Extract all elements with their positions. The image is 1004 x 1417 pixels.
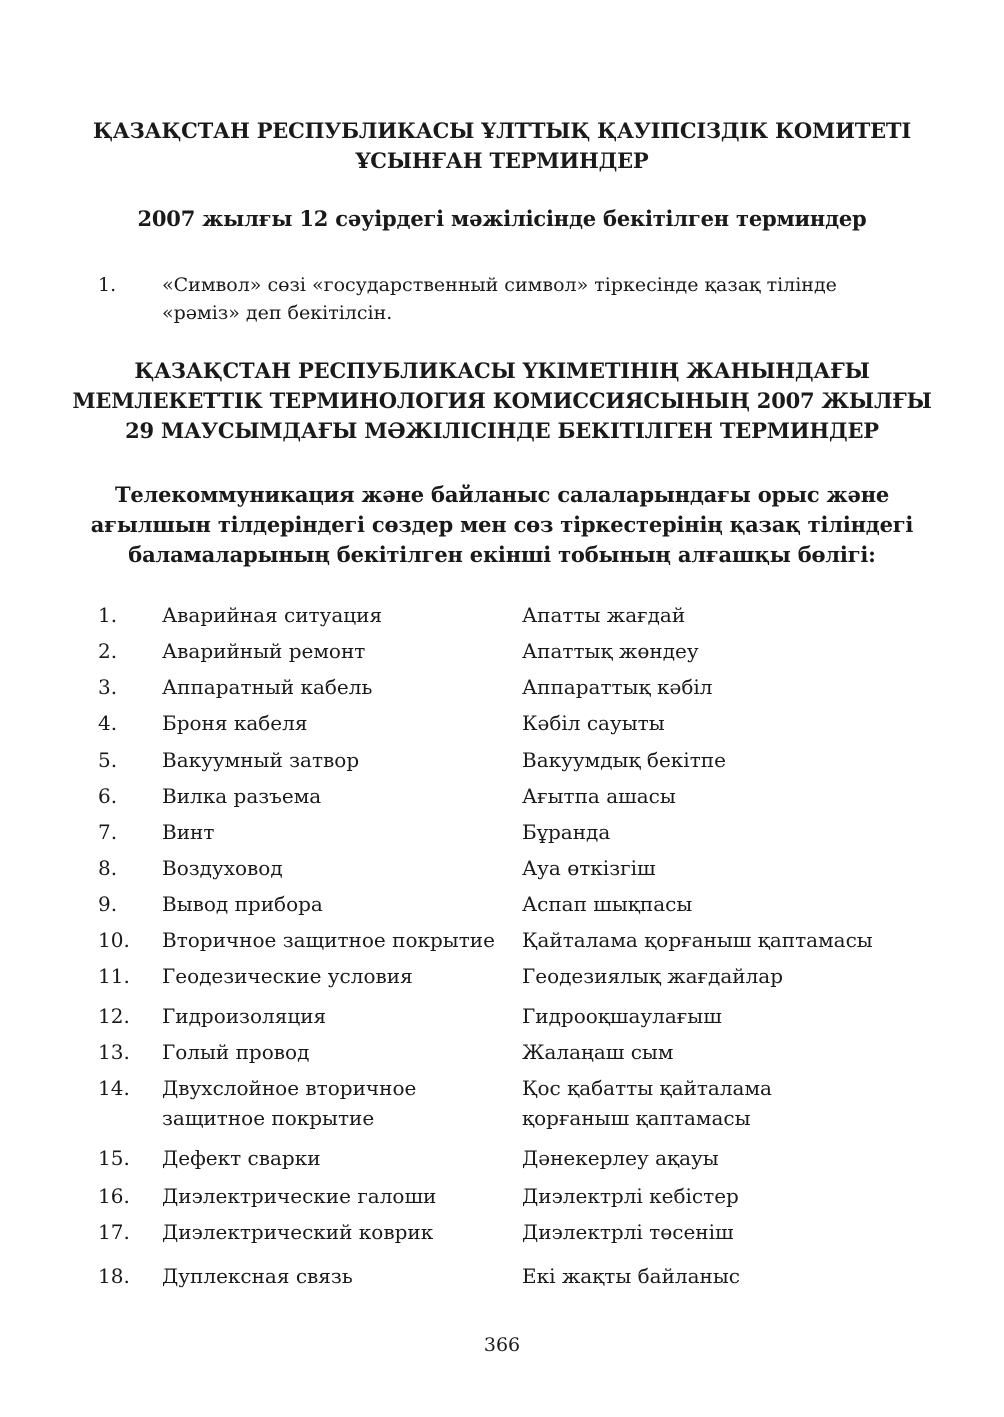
term-russian-line: Дефект сварки [162,1146,321,1170]
term-russian-line: Диэлектрический коврик [162,1220,434,1244]
term-number: 9. [98,892,118,916]
term-kazakh [522,1001,922,1031]
telecom-subheading-line-2: ағылшын тілдеріндегі сөздер мен сөз тіркестерінің қазақ тіліндегі [90,512,914,537]
term-russian [162,600,512,630]
term-russian-line: Вывод прибора [162,892,323,916]
term-russian-line: Винт [162,820,215,844]
committee-heading-line-1: ҚАЗАҚСТАН РЕСПУБЛИКАСЫ ҰЛТТЫҚ ҚАУІПСІЗДІК КОМИТЕТІ [92,118,911,143]
term-kazakh-line: Апаттық жөндеу [522,639,699,663]
term-kazakh [522,889,922,919]
term-kazakh [522,1217,922,1247]
term-kazakh-line: Диэлектрлі кебістер [522,1184,739,1208]
term-kazakh [522,600,922,630]
intro-item-line-1: «Символ» сөзі «государственный символ» тіркесінде қазақ тілінде [162,274,837,296]
term-number: 4. [98,711,118,735]
intro-item-text [162,271,902,327]
term-number: 18. [98,1264,130,1288]
page-number: 366 [483,1334,521,1356]
term-kazakh-line: Гидроoқшаулағыш [522,1004,722,1028]
term-number: 10. [98,928,130,952]
term-kazakh-line: Геодезиялық жағдайлар [522,964,784,988]
term-russian-line: Диэлектрические галоши [162,1184,437,1208]
term-number: 3. [98,675,118,699]
term-kazakh [522,781,922,811]
term-kazakh-line: Жалаңаш сым [522,1040,674,1064]
term-kazakh [522,1181,922,1211]
session-date-heading [60,204,944,234]
term-number: 12. [98,1004,130,1028]
term-russian [162,889,512,919]
term-kazakh [522,1073,922,1133]
term-russian [162,817,512,847]
term-kazakh-line: Кәбіл сауыты [522,711,665,735]
term-kazakh-line: Қос қабатты қайталама [522,1076,772,1100]
term-russian [162,961,512,991]
intro-item-line-2: «рәміз» деп бекітілсін. [162,302,393,324]
term-russian [162,1037,512,1067]
term-number: 7. [98,820,118,844]
term-russian-line: Дуплексная связь [162,1264,353,1288]
term-kazakh-line: Вакуумдық бекітпе [522,748,726,772]
term-russian-line: Вилка разъема [162,784,322,808]
term-number: 13. [98,1040,130,1064]
term-kazakh [522,708,922,738]
telecom-subheading-line-3: баламаларының бекітілген екінші тобының алғашқы бөлігі: [128,542,876,567]
term-kazakh [522,817,922,847]
term-kazakh-line: Апатты жағдай [522,603,686,627]
telecom-subheading [60,480,944,570]
term-kazakh [522,925,922,955]
term-russian [162,672,512,702]
term-russian [162,1001,512,1031]
term-number: 15. [98,1146,130,1170]
term-russian-line: Гидроизоляция [162,1004,327,1028]
term-russian [162,1143,512,1173]
term-russian [162,781,512,811]
term-number: 14. [98,1076,130,1100]
term-kazakh [522,853,922,883]
term-kazakh-line: Бұранда [522,820,611,844]
term-number: 8. [98,856,118,880]
commission-heading-line-2: МЕМЛЕКЕТТІК ТЕРМИНОЛОГИЯ КОМИССИЯСЫНЫҢ 2007 ЖЫЛҒЫ [72,388,932,413]
term-number: 17. [98,1220,130,1244]
term-kazakh-line: қорғаныш қаптамасы [522,1106,751,1130]
term-kazakh-line: Диэлектрлі төсеніш [522,1220,734,1244]
committee-heading-line-2: ҰСЫНҒАН ТЕРМИНДЕР [355,148,649,173]
term-russian [162,853,512,883]
term-kazakh-line: Ауа өткізгіш [522,856,656,880]
term-number: 1. [98,603,118,627]
term-kazakh [522,1261,922,1291]
term-number: 16. [98,1184,130,1208]
commission-heading-line-3: 29 МАУСЫМДАҒЫ МӘЖІЛІСІНДЕ БЕКІТІЛГЕН ТЕРМИНДЕР [125,418,879,443]
term-russian [162,708,512,738]
term-russian-line: Броня кабеля [162,711,308,735]
commission-heading-line-1: ҚАЗАҚСТАН РЕСПУБЛИКАСЫ ҮКІМЕТІНІҢ ЖАНЫНДАҒЫ [134,358,870,383]
intro-item-number: 1. [98,274,117,296]
term-kazakh [522,1037,922,1067]
commission-heading [60,356,944,446]
term-russian [162,1261,512,1291]
term-russian-line: Двухслойное вторичное [162,1076,417,1100]
term-number: 2. [98,639,118,663]
term-kazakh [522,1143,922,1173]
committee-heading [60,116,944,176]
term-kazakh [522,672,922,702]
term-russian [162,1073,512,1133]
term-russian [162,745,512,775]
term-russian [162,925,512,955]
term-russian-line: Вторичное защитное покрытие [162,928,495,952]
term-kazakh-line: Ағытпа ашасы [522,784,676,808]
term-number: 5. [98,748,118,772]
term-russian-line: Аварийный ремонт [162,639,366,663]
term-russian [162,636,512,666]
term-russian-line: Голый провод [162,1040,310,1064]
term-number: 6. [98,784,118,808]
term-russian-line: Геодезические условия [162,964,413,988]
term-russian [162,1181,512,1211]
term-russian-line: защитное покрытие [162,1106,375,1130]
term-kazakh-line: Аппараттық кәбіл [522,675,713,699]
term-kazakh-line: Дәнекерлеу ақауы [522,1146,719,1170]
term-number: 11. [98,964,130,988]
session-date-heading-text: 2007 жылғы 12 сәуірдегі мәжілісінде бекітілген терминдер [137,206,867,231]
term-russian-line: Вакуумный затвор [162,748,360,772]
term-kazakh [522,636,922,666]
term-kazakh-line: Аспап шықпасы [522,892,693,916]
telecom-subheading-line-1: Телекоммуникация және байланыс салаларындағы орыс және [114,482,890,507]
term-russian-line: Аварийная ситуация [162,603,383,627]
term-russian-line: Аппаратный кабель [162,675,373,699]
term-kazakh [522,961,922,991]
term-kazakh [522,745,922,775]
term-kazakh-line: Екі жақты байланыс [522,1264,741,1288]
term-russian [162,1217,512,1247]
term-russian-line: Воздуховод [162,856,283,880]
term-kazakh-line: Қайталама қорғаныш қаптамасы [522,928,873,952]
